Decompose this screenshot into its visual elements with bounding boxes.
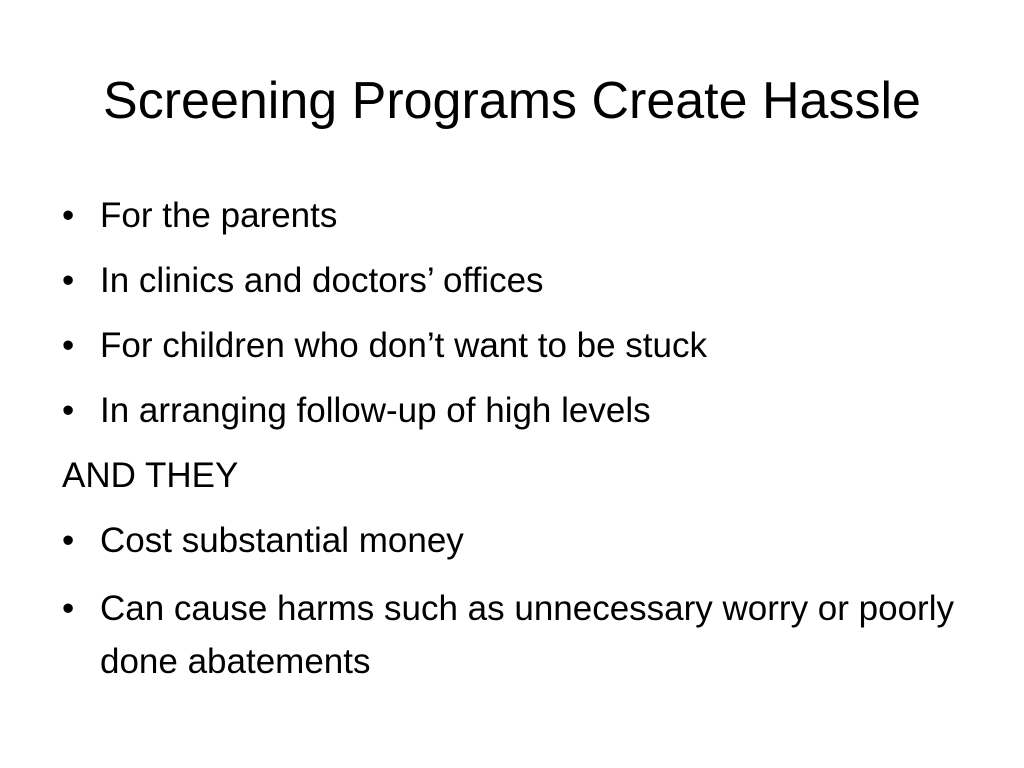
bullet-text: For children who don’t want to be stuck xyxy=(100,326,707,365)
bullet-item xyxy=(62,387,962,435)
bullet-icon: • xyxy=(62,391,75,430)
bullet-icon: • xyxy=(62,589,75,628)
bullet-text: In clinics and doctors’ offices xyxy=(100,261,544,300)
bullet-icon: • xyxy=(62,196,75,235)
slide-body xyxy=(62,192,962,704)
bullet-icon: • xyxy=(62,521,75,560)
slide-title: Screening Programs Create Hassle xyxy=(103,72,921,130)
bullet-text: Cost substantial money xyxy=(100,521,464,560)
bullet-item xyxy=(62,192,962,240)
bullet-item xyxy=(62,257,962,305)
bullet-item xyxy=(62,517,962,565)
bullet-icon: • xyxy=(62,261,75,300)
bullet-text: For the parents xyxy=(100,196,338,235)
bullet-icon: • xyxy=(62,326,75,365)
plain-text-line: AND THEY xyxy=(62,456,239,495)
bullet-item xyxy=(62,582,962,688)
bullet-text: Can cause harms such as unnecessary worry or poorly done abatements xyxy=(100,589,954,681)
bullet-text: In arranging follow-up of high levels xyxy=(100,391,651,430)
bullet-item xyxy=(62,322,962,370)
